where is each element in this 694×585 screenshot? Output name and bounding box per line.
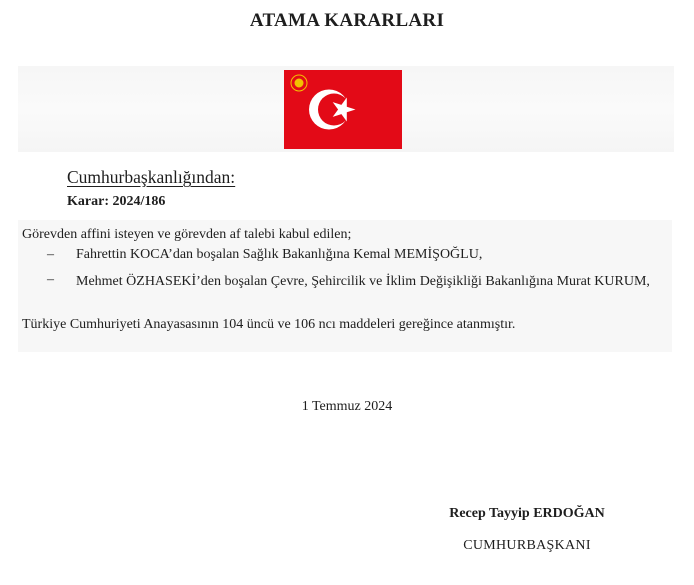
intro-text: Görevden affini isteyen ve görevden af talebi kabul edilen;: [22, 227, 352, 242]
document-title: ATAMA KARARLARI: [249, 10, 445, 31]
appointment-item: Fahrettin KOCA’dan boşalan Sağlık Bakanlığına Kemal MEMİŞOĞLU,: [76, 247, 483, 262]
appointment-item: Mehmet ÖZHASEKİ’den boşalan Çevre, Şehircilik ve İklim Değişikliği Bakanlığına Murat KURUM,: [76, 274, 650, 289]
decision-number: Karar: 2024/186: [67, 194, 166, 209]
list-dash: –: [47, 272, 54, 287]
document-date: 1 Temmuz 2024: [301, 399, 393, 414]
closing-text: Türkiye Cumhuriyeti Anayasasının 104 üncü ve 106 ncı maddeleri gereğince atanmıştır.: [22, 317, 516, 332]
list-dash: –: [47, 247, 54, 262]
signer-name: Recep Tayyip ERDOĞAN: [449, 506, 605, 521]
section-heading: Cumhurbaşkanlığından:: [67, 167, 236, 187]
signer-title: CUMHURBAŞKANI: [463, 538, 591, 553]
turkish-flag-icon: [284, 70, 402, 149]
